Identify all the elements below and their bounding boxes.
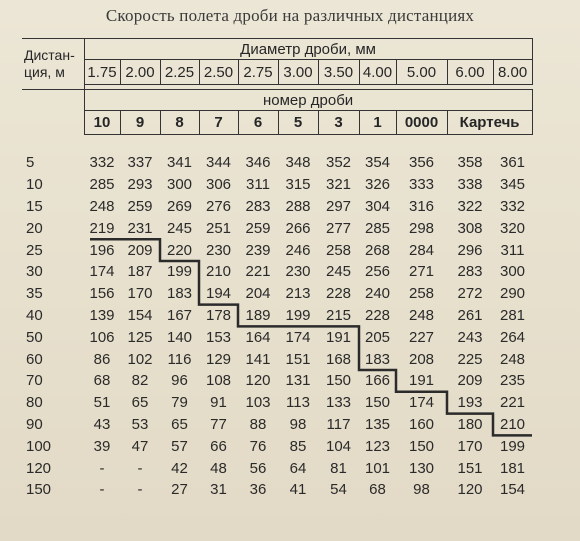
velocity-cell: 178 <box>205 306 232 324</box>
velocity-cell: 352 <box>325 154 352 172</box>
velocity-cell: 91 <box>210 394 227 412</box>
diameter-cell: 6.00 <box>447 60 493 85</box>
velocity-cell: 290 <box>499 285 526 303</box>
velocity-cell: 199 <box>166 263 193 281</box>
header-blank <box>22 90 84 111</box>
shot-number-cell: 7 <box>199 111 238 135</box>
velocity-cell: 258 <box>325 241 352 259</box>
velocity-cell: 101 <box>364 459 391 477</box>
velocity-cell: 174 <box>89 263 115 281</box>
distance-cell: 60 <box>26 350 43 368</box>
velocity-cell: 264 <box>499 328 526 346</box>
distance-cell: 15 <box>26 197 43 215</box>
velocity-cell: 151 <box>457 459 483 477</box>
velocity-cell: 283 <box>245 197 271 215</box>
table-row <box>22 305 532 327</box>
distance-cell: 35 <box>26 285 43 303</box>
header-table <box>22 38 533 135</box>
shot-number-cell: 8 <box>160 111 199 135</box>
velocity-cell: 298 <box>408 219 435 237</box>
velocity-cell: 316 <box>408 197 435 215</box>
velocity-cell: 65 <box>131 394 149 412</box>
velocity-cell: 174 <box>408 394 435 412</box>
velocity-cell: 296 <box>457 241 483 259</box>
table-row <box>22 435 532 457</box>
velocity-cell: 141 <box>245 350 271 368</box>
velocity-cell: 251 <box>205 219 232 237</box>
velocity-cell: 354 <box>364 154 391 172</box>
velocity-cell: 285 <box>364 219 391 237</box>
velocity-cell: 170 <box>127 285 153 303</box>
shot-number-row <box>22 111 532 135</box>
velocity-cell: 311 <box>246 176 270 194</box>
velocity-cell: 120 <box>457 481 483 499</box>
velocity-cell: 300 <box>166 176 193 194</box>
table-row <box>22 457 532 479</box>
diameter-header: Диаметр дроби, мм <box>84 39 532 60</box>
velocity-cell: 315 <box>285 176 311 194</box>
velocity-cell: 304 <box>364 197 391 215</box>
velocity-cell: 269 <box>166 197 193 215</box>
velocity-cell: 235 <box>499 372 526 390</box>
shot-number-cell: 1 <box>359 111 396 135</box>
velocity-cell: 213 <box>285 285 311 303</box>
velocity-cell: 156 <box>89 285 115 303</box>
velocity-cell: 42 <box>171 459 188 477</box>
shot-number-cell: 5 <box>278 111 318 135</box>
velocity-cell: 215 <box>325 306 352 324</box>
diameter-row <box>22 60 532 85</box>
velocity-cell: 239 <box>245 241 271 259</box>
velocity-cell: 140 <box>166 328 193 346</box>
velocity-cell: 230 <box>285 263 311 281</box>
velocity-cell: 221 <box>499 394 526 412</box>
table-row <box>22 392 532 414</box>
velocity-cell: 27 <box>171 481 188 499</box>
shot-number-blank <box>22 111 84 135</box>
velocity-cell: 180 <box>457 415 483 433</box>
velocity-cell: 283 <box>457 263 483 281</box>
velocity-cell: 346 <box>245 154 271 172</box>
velocity-cell: 120 <box>245 372 271 390</box>
velocity-cell: 181 <box>499 459 526 477</box>
velocity-cell: 210 <box>499 415 526 433</box>
velocity-cell: 225 <box>457 350 483 368</box>
velocity-cell: 160 <box>408 415 435 433</box>
velocity-cell: 344 <box>205 154 232 172</box>
velocity-cell: 196 <box>89 241 115 259</box>
velocity-cell: 311 <box>500 241 525 259</box>
velocity-cell: 170 <box>457 437 483 455</box>
velocity-cell: 189 <box>245 306 271 324</box>
velocity-cell: 266 <box>285 219 311 237</box>
velocity-cell: 174 <box>285 328 311 346</box>
velocity-cell: 272 <box>457 285 483 303</box>
velocity-cell: 320 <box>499 219 526 237</box>
velocity-cell: 117 <box>326 415 351 433</box>
diameter-cell: 1.75 <box>84 60 120 85</box>
velocity-cell: 150 <box>364 394 391 412</box>
velocity-cell: 98 <box>413 481 430 499</box>
velocity-cell: 332 <box>89 154 115 172</box>
velocity-cell: 240 <box>364 285 391 303</box>
shot-number-cell: Картечь <box>447 111 532 135</box>
distance-cell: 10 <box>26 176 43 194</box>
table-row <box>22 348 532 370</box>
distance-cell: 70 <box>26 372 43 390</box>
velocity-cell: 219 <box>89 219 115 237</box>
velocity-cell: 321 <box>325 176 352 194</box>
velocity-cell: 79 <box>171 394 188 412</box>
diameter-cell: 8.00 <box>493 60 532 85</box>
velocity-cell: 133 <box>325 394 352 412</box>
velocity-cell: 271 <box>408 263 435 281</box>
velocity-cell: 345 <box>499 176 526 194</box>
velocity-cell: 258 <box>408 285 435 303</box>
diameter-cell: 3.00 <box>278 60 318 85</box>
distance-cell: 30 <box>26 263 43 281</box>
velocity-cell: 246 <box>285 241 311 259</box>
velocity-cell: 125 <box>127 328 153 346</box>
distance-cell: 50 <box>26 328 43 346</box>
velocity-cell: 43 <box>93 415 111 433</box>
velocity-cell: 297 <box>325 197 352 215</box>
velocity-cell: 205 <box>364 328 391 346</box>
table-row <box>22 217 532 239</box>
velocity-cell: 57 <box>171 437 188 455</box>
table-row <box>22 196 532 218</box>
page-title: Скорость полета дроби на различных дистанциях <box>105 6 475 25</box>
velocity-cell: 108 <box>205 372 232 390</box>
velocity-cell: - <box>137 481 143 499</box>
table-row <box>22 239 532 261</box>
velocity-cell: 281 <box>499 306 526 324</box>
velocity-cell: 228 <box>364 306 391 324</box>
velocity-cell: 209 <box>457 372 483 390</box>
velocity-cell: 104 <box>325 437 352 455</box>
velocity-cell: - <box>99 481 105 499</box>
velocity-cell: 168 <box>325 350 352 368</box>
velocity-cell: 284 <box>408 241 435 259</box>
velocity-cell: 183 <box>166 285 193 303</box>
velocity-cell: 308 <box>457 219 483 237</box>
velocity-cell: 153 <box>205 328 232 346</box>
shot-number-cell: 0000 <box>396 111 447 135</box>
diameter-cell: 4.00 <box>359 60 396 85</box>
table-row <box>22 326 532 348</box>
velocity-cell: 245 <box>166 219 193 237</box>
velocity-cell: 154 <box>499 481 526 499</box>
velocity-cell: 194 <box>205 285 232 303</box>
velocity-cell: 338 <box>457 176 483 194</box>
table-row <box>22 283 532 305</box>
velocity-table <box>22 152 532 501</box>
velocity-cell: 259 <box>127 197 153 215</box>
velocity-cell: 150 <box>325 372 352 390</box>
velocity-cell: 256 <box>364 263 391 281</box>
velocity-cell: 248 <box>89 197 115 215</box>
velocity-cell: 39 <box>93 437 111 455</box>
velocity-cell: 56 <box>249 459 267 477</box>
velocity-cell: 96 <box>171 372 188 390</box>
velocity-cell: 135 <box>364 415 391 433</box>
velocity-cell: 220 <box>166 241 193 259</box>
velocity-cell: 77 <box>210 415 227 433</box>
velocity-cell: 65 <box>171 415 188 433</box>
shot-number-cell: 6 <box>238 111 278 135</box>
distance-cell: 100 <box>26 437 52 455</box>
velocity-cell: 48 <box>210 459 227 477</box>
velocity-cell: 82 <box>131 372 149 390</box>
distance-cell: 20 <box>26 219 43 237</box>
velocity-cell: 151 <box>285 350 311 368</box>
table-row <box>22 174 532 196</box>
velocity-cell: 53 <box>131 415 149 433</box>
velocity-cell: 113 <box>286 394 310 412</box>
distance-cell: 90 <box>26 415 43 433</box>
velocity-cell: 210 <box>205 263 232 281</box>
table-row <box>22 479 532 501</box>
velocity-cell: 306 <box>205 176 232 194</box>
velocity-cell: 208 <box>408 350 435 368</box>
velocity-cell: 191 <box>408 372 435 390</box>
diameter-cell: 2.25 <box>160 60 199 85</box>
velocity-cell: 54 <box>330 481 347 499</box>
velocity-cell: 277 <box>325 219 352 237</box>
velocity-cell: 288 <box>285 197 311 215</box>
velocity-cell: 199 <box>285 306 311 324</box>
table-row <box>22 152 532 174</box>
velocity-cell: 102 <box>127 350 153 368</box>
velocity-cell: 227 <box>408 328 435 346</box>
velocity-cell: 123 <box>364 437 391 455</box>
velocity-cell: 268 <box>364 241 391 259</box>
velocity-cell: 191 <box>325 328 352 346</box>
velocity-cell: - <box>137 459 143 477</box>
velocity-cell: 332 <box>499 197 526 215</box>
velocity-cell: 166 <box>364 372 391 390</box>
table-row <box>22 261 532 283</box>
velocity-cell: 154 <box>127 306 153 324</box>
velocity-cell: 341 <box>166 154 193 172</box>
velocity-cell: 51 <box>93 394 111 412</box>
velocity-cell: 81 <box>330 459 347 477</box>
velocity-cell: 47 <box>131 437 149 455</box>
velocity-cell: 276 <box>205 197 232 215</box>
velocity-cell: 86 <box>93 350 111 368</box>
velocity-cell: 193 <box>457 394 483 412</box>
diameter-cell: 2.50 <box>199 60 238 85</box>
velocity-cell: 187 <box>127 263 153 281</box>
velocity-cell: 199 <box>499 437 526 455</box>
velocity-cell: 31 <box>210 481 227 499</box>
velocity-cell: 68 <box>93 372 111 390</box>
velocity-cell: 230 <box>205 241 232 259</box>
velocity-cell: 98 <box>289 415 307 433</box>
velocity-cell: 150 <box>408 437 435 455</box>
shot-number-header: номер дроби <box>84 90 532 111</box>
velocity-cell: 88 <box>249 415 267 433</box>
velocity-cell: - <box>99 459 105 477</box>
velocity-cell: 183 <box>364 350 391 368</box>
diameter-cell: 3.50 <box>318 60 359 85</box>
velocity-cell: 248 <box>499 350 526 368</box>
velocity-cell: 333 <box>408 176 435 194</box>
diameter-cell: 2.00 <box>120 60 160 85</box>
velocity-cell: 66 <box>210 437 227 455</box>
velocity-cell: 322 <box>457 197 483 215</box>
distance-cell: 5 <box>26 154 35 172</box>
velocity-cell: 164 <box>245 328 271 346</box>
velocity-cell: 245 <box>325 263 352 281</box>
shot-number-cell: 9 <box>120 111 160 135</box>
velocity-cell: 228 <box>325 285 352 303</box>
velocity-cell: 167 <box>166 306 193 324</box>
velocity-cell: 131 <box>285 372 311 390</box>
velocity-cell: 248 <box>408 306 435 324</box>
diameter-cell: 2.75 <box>238 60 278 85</box>
velocity-cell: 337 <box>127 154 153 172</box>
velocity-cell: 41 <box>289 481 307 499</box>
distance-cell: 80 <box>26 394 43 412</box>
velocity-cell: 139 <box>89 306 115 324</box>
velocity-cell: 106 <box>89 328 115 346</box>
velocity-cell: 358 <box>457 154 483 172</box>
velocity-cell: 300 <box>499 263 526 281</box>
velocity-cell: 261 <box>457 306 483 324</box>
velocity-cell: 221 <box>245 263 271 281</box>
distance-header: Дистан-ция, м <box>22 39 84 90</box>
velocity-cell: 36 <box>249 481 267 499</box>
diameter-cell: 5.00 <box>396 60 447 85</box>
velocity-cell: 103 <box>245 394 271 412</box>
shot-number-cell: 3 <box>318 111 359 135</box>
velocity-cell: 243 <box>457 328 483 346</box>
velocity-cell: 348 <box>285 154 311 172</box>
velocity-cell: 116 <box>167 350 192 368</box>
table-row <box>22 414 532 436</box>
velocity-cell: 129 <box>205 350 232 368</box>
velocity-cell: 259 <box>245 219 271 237</box>
distance-cell: 150 <box>26 481 52 499</box>
distance-cell: 120 <box>26 459 52 477</box>
velocity-cell: 76 <box>249 437 267 455</box>
velocity-cell: 293 <box>127 176 153 194</box>
velocity-cell: 64 <box>289 459 307 477</box>
table-row <box>22 370 532 392</box>
velocity-cell: 231 <box>127 219 153 237</box>
velocity-cell: 68 <box>369 481 386 499</box>
velocity-cell: 204 <box>245 285 271 303</box>
velocity-cell: 361 <box>499 154 526 172</box>
velocity-cell: 326 <box>364 176 391 194</box>
distance-cell: 40 <box>26 306 43 324</box>
velocity-cell: 285 <box>89 176 115 194</box>
velocity-cell: 356 <box>408 154 435 172</box>
velocity-cell: 209 <box>127 241 153 259</box>
distance-cell: 25 <box>26 241 43 259</box>
shot-number-cell: 10 <box>84 111 120 135</box>
velocity-cell: 85 <box>289 437 307 455</box>
velocity-cell: 130 <box>408 459 435 477</box>
